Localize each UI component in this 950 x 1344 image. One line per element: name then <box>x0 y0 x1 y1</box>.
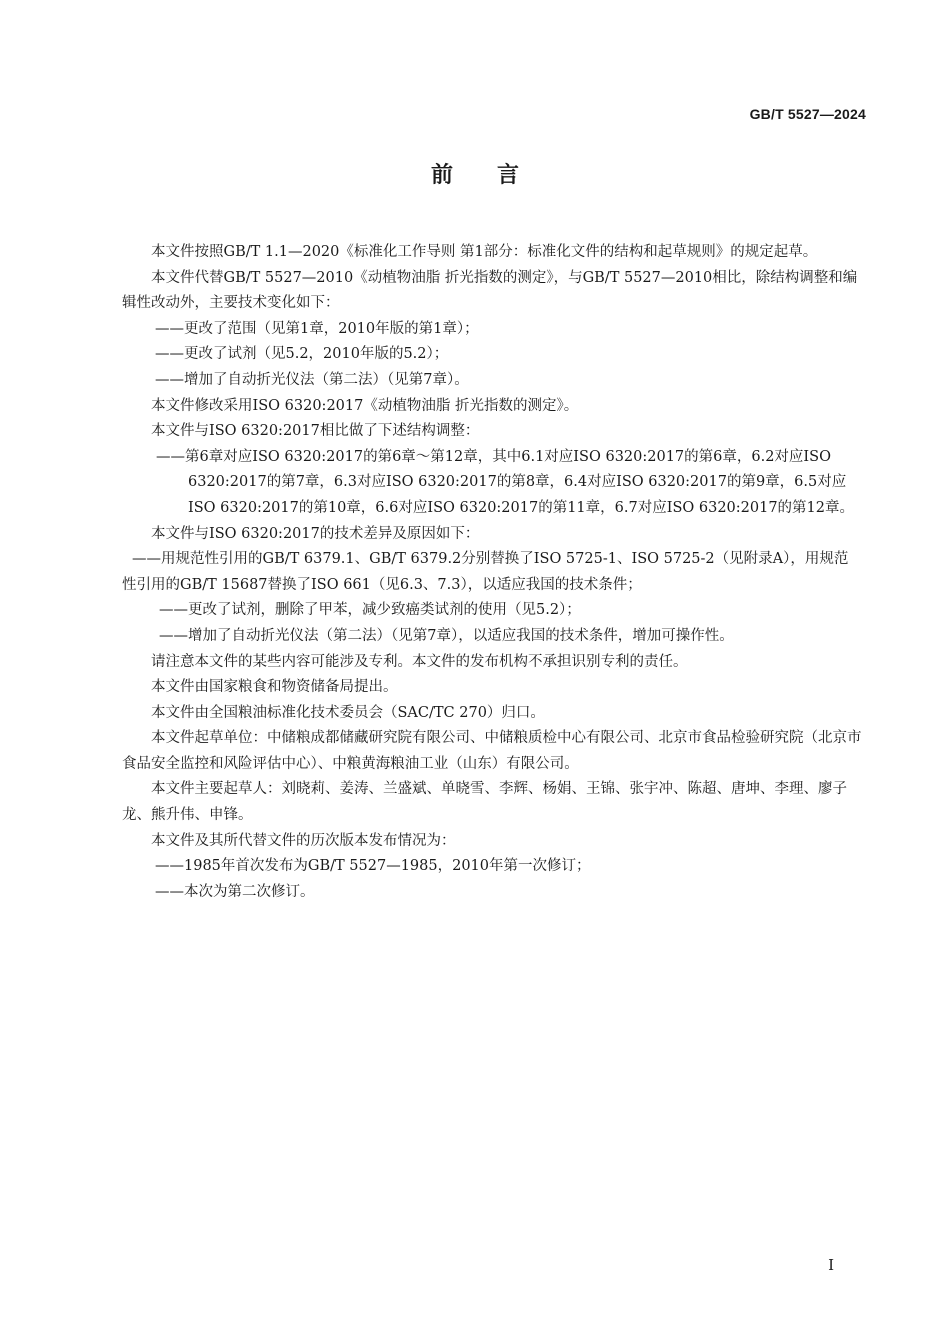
list-item: ——本次为第二次修订。 <box>155 883 315 900</box>
list-item: ——1985年首次发布为GB/T 5527—1985，2010年第一次修订； <box>155 858 591 875</box>
page-number: I <box>828 1256 834 1274</box>
paragraph-patent-notice: 请注意本文件的某些内容可能涉及专利。本文件的发布机构不承担识别专利的责任。 <box>151 653 688 670</box>
paragraph-replaces: 本文件代替GB/T 5527—2010《动植物油脂 折光指数的测定》，与GB/T 5527—2010相比，除结构调整和编辑性改动外，主要技术变化如下： <box>122 269 858 312</box>
list-item: ——增加了自动折光仪法（第二法）（见第7章）。 <box>155 371 469 388</box>
standard-code: GB/T 5527—2024 <box>749 106 866 122</box>
paragraph-structural-changes: 本文件与ISO 6320:2017相比做了下述结构调整： <box>151 423 480 440</box>
page-title: 前言 <box>430 163 563 188</box>
paragraph-modified-adoption: 本文件修改采用ISO 6320:2017《动植物油脂 折光指数的测定》。 <box>151 397 579 414</box>
paragraph-drafting-units: 本文件起草单位：中储粮成都储藏研究院有限公司、中储粮质检中心有限公司、北京市食品检验研究院（北京市食品安全监控和风险评估中心）、中粮黄海粮油工业（山东）有限公司。 <box>122 730 862 772</box>
list-item: ——第6章对应ISO 6320:2017的第6章～第12章，其中6.1对应ISO 6320:2017的第6章，6.2对应ISO 6320:2017的第7章，6.3对应ISO 6320:2017的第8章，6.4对应ISO 6320:2017的第9章，6.5对应ISO 6320:2017的第10章，6.6对应ISO 6320:2017的第11章，6.7对应ISO 6320:2017的第12章。 <box>156 448 855 516</box>
paragraph-committee: 本文件由全国粮油标准化技术委员会（SAC/TC 270）归口。 <box>151 704 545 721</box>
paragraph-technical-differences: 本文件与ISO 6320:2017的技术差异及原因如下： <box>151 525 480 542</box>
paragraph-drafting-rules: 本文件按照GB/T 1.1—2020《标准化工作导则 第1部分：标准化文件的结构和起草规则》的规定起草。 <box>151 244 818 260</box>
paragraph-drafters: 本文件主要起草人：刘晓莉、姜涛、兰盛斌、单晓雪、李辉、杨娟、王锦、张宇冲、陈超、唐坤、李理、廖子龙、熊升伟、申锋。 <box>122 781 847 824</box>
list-item: ——更改了试剂（见5.2，2010年版的5.2）； <box>155 346 449 363</box>
list-item: ——用规范性引用的GB/T 6379.1、GB/T 6379.2分别替换了ISO 5725-1、ISO 5725-2（见附录A），用规范性引用的GB/T 15687替换了ISO 661（见6.3、7.3），以适应我国的技术条件； <box>122 551 849 593</box>
paragraph-proposer: 本文件由国家粮食和物资储备局提出。 <box>151 679 398 696</box>
foreword-body <box>122 240 862 905</box>
paragraph-version-history: 本文件及其所代替文件的历次版本发布情况为： <box>151 832 456 849</box>
list-item: ——更改了范围（见第1章，2010年版的第1章）； <box>155 320 479 337</box>
list-item: ——更改了试剂，删除了甲苯，减少致癌类试剂的使用（见5.2）； <box>159 602 581 619</box>
list-item: ——增加了自动折光仪法（第二法）（见第7章），以适应我国的技术条件，增加可操作性。 <box>159 627 734 644</box>
